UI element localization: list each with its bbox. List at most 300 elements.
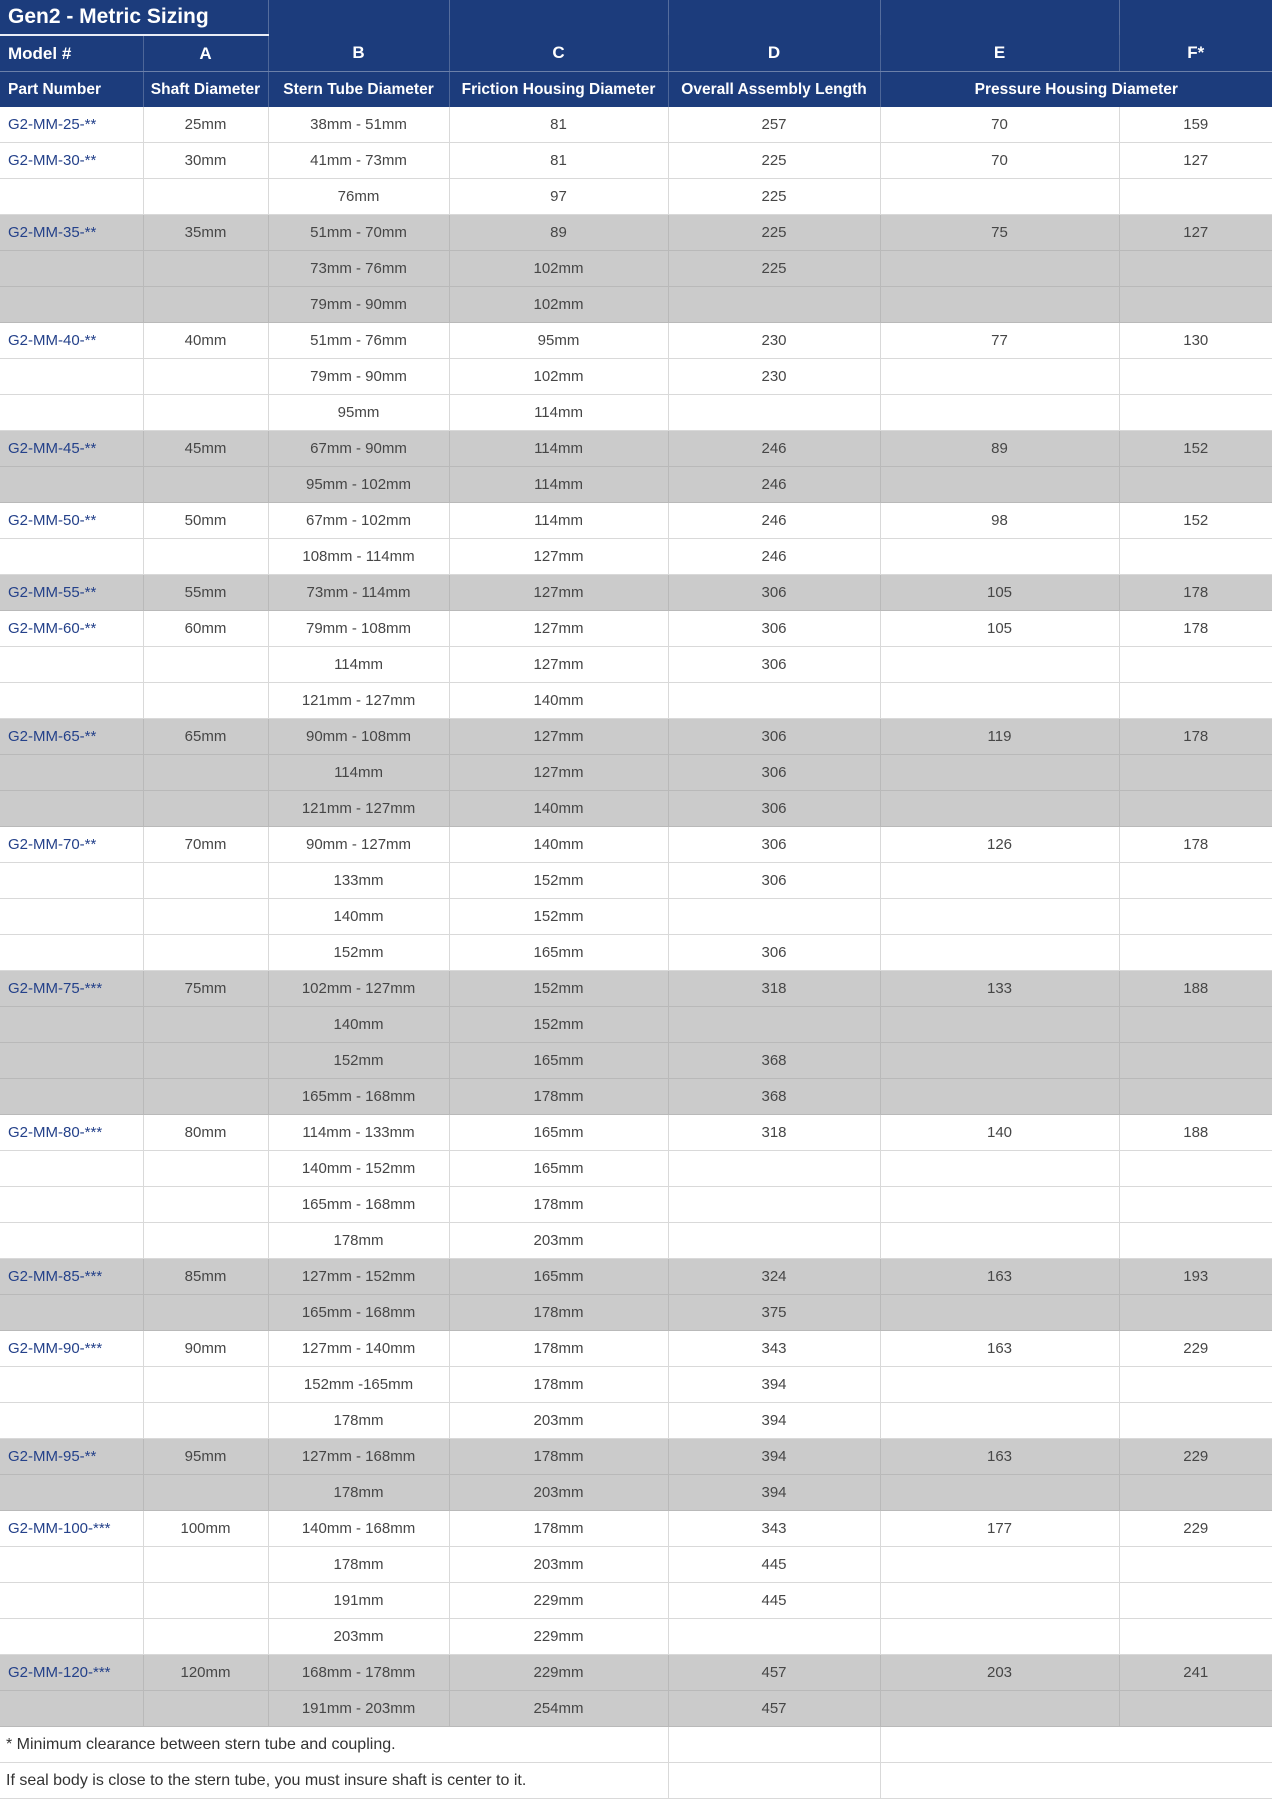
cell-e — [880, 251, 1119, 287]
footnote-spacer-d2 — [668, 1763, 880, 1799]
cell-stern: 51mm - 76mm — [268, 323, 449, 359]
cell-part: G2-MM-95-** — [0, 1439, 143, 1475]
cell-shaft — [143, 1079, 268, 1115]
col-name-pressure-housing-diameter: Pressure Housing Diameter — [880, 72, 1272, 108]
page-title: Gen2 - Metric Sizing — [0, 0, 268, 35]
cell-friction: 178mm — [449, 1295, 668, 1331]
cell-shaft: 100mm — [143, 1511, 268, 1547]
table-row — [0, 1115, 1272, 1151]
table-row — [0, 971, 1272, 1007]
cell-stern: 67mm - 90mm — [268, 431, 449, 467]
cell-friction: 114mm — [449, 395, 668, 431]
cell-shaft: 30mm — [143, 143, 268, 179]
cell-friction: 127mm — [449, 647, 668, 683]
footnote-spacer-ef1 — [880, 1727, 1272, 1763]
cell-f: 152 — [1119, 431, 1272, 467]
cell-part — [0, 683, 143, 719]
cell-f — [1119, 935, 1272, 971]
cell-friction: 165mm — [449, 935, 668, 971]
cell-e: 163 — [880, 1331, 1119, 1367]
cell-stern: 178mm — [268, 1223, 449, 1259]
cell-stern: 168mm - 178mm — [268, 1655, 449, 1691]
cell-friction: 127mm — [449, 539, 668, 575]
cell-part — [0, 1007, 143, 1043]
col-letter-model: Model # — [0, 35, 143, 72]
cell-friction: 203mm — [449, 1403, 668, 1439]
cell-friction: 178mm — [449, 1187, 668, 1223]
cell-f: 229 — [1119, 1439, 1272, 1475]
table-row — [0, 143, 1272, 179]
cell-stern: 76mm — [268, 179, 449, 215]
cell-friction: 114mm — [449, 467, 668, 503]
cell-friction: 165mm — [449, 1151, 668, 1187]
cell-e — [880, 179, 1119, 215]
column-name-row — [0, 72, 1272, 108]
cell-friction: 178mm — [449, 1079, 668, 1115]
cell-overall: 394 — [668, 1367, 880, 1403]
col-letter-f: F* — [1119, 35, 1272, 72]
cell-friction: 203mm — [449, 1223, 668, 1259]
cell-part: G2-MM-35-** — [0, 215, 143, 251]
cell-part — [0, 791, 143, 827]
footnote-spacer-ef2 — [880, 1763, 1272, 1799]
col-letter-e: E — [880, 35, 1119, 72]
table-row — [0, 647, 1272, 683]
cell-overall: 318 — [668, 1115, 880, 1151]
cell-f — [1119, 1187, 1272, 1223]
cell-e: 126 — [880, 827, 1119, 863]
cell-friction: 165mm — [449, 1115, 668, 1151]
cell-overall: 306 — [668, 863, 880, 899]
cell-part — [0, 467, 143, 503]
cell-overall: 375 — [668, 1295, 880, 1331]
cell-overall — [668, 683, 880, 719]
cell-shaft: 85mm — [143, 1259, 268, 1295]
cell-overall: 445 — [668, 1583, 880, 1619]
table-row — [0, 215, 1272, 251]
cell-overall: 306 — [668, 647, 880, 683]
cell-part — [0, 935, 143, 971]
cell-f — [1119, 1547, 1272, 1583]
table-row — [0, 1331, 1272, 1367]
cell-overall — [668, 1619, 880, 1655]
cell-e: 89 — [880, 431, 1119, 467]
cell-shaft — [143, 1583, 268, 1619]
cell-part — [0, 1547, 143, 1583]
cell-shaft: 40mm — [143, 323, 268, 359]
cell-overall: 306 — [668, 827, 880, 863]
cell-e — [880, 1367, 1119, 1403]
cell-friction: 102mm — [449, 359, 668, 395]
cell-friction: 127mm — [449, 575, 668, 611]
cell-stern: 140mm - 152mm — [268, 1151, 449, 1187]
cell-part — [0, 647, 143, 683]
title-spacer-d — [668, 0, 880, 35]
cell-f — [1119, 1295, 1272, 1331]
cell-shaft — [143, 1187, 268, 1223]
cell-overall: 246 — [668, 431, 880, 467]
cell-e: 105 — [880, 611, 1119, 647]
cell-overall: 306 — [668, 755, 880, 791]
cell-part — [0, 1223, 143, 1259]
cell-part: G2-MM-90-*** — [0, 1331, 143, 1367]
cell-overall — [668, 1007, 880, 1043]
table-row — [0, 1187, 1272, 1223]
cell-f — [1119, 1007, 1272, 1043]
title-spacer-e — [880, 0, 1119, 35]
cell-overall: 246 — [668, 503, 880, 539]
cell-shaft — [143, 287, 268, 323]
cell-friction: 140mm — [449, 827, 668, 863]
cell-stern: 178mm — [268, 1403, 449, 1439]
cell-overall: 225 — [668, 179, 880, 215]
cell-part: G2-MM-30-** — [0, 143, 143, 179]
cell-part — [0, 1151, 143, 1187]
cell-part: G2-MM-85-*** — [0, 1259, 143, 1295]
cell-f: 229 — [1119, 1331, 1272, 1367]
table-row — [0, 1007, 1272, 1043]
cell-friction: 165mm — [449, 1259, 668, 1295]
cell-overall: 394 — [668, 1475, 880, 1511]
cell-friction: 152mm — [449, 863, 668, 899]
col-letter-a: A — [143, 35, 268, 72]
table-row — [0, 1043, 1272, 1079]
cell-shaft — [143, 467, 268, 503]
cell-shaft: 90mm — [143, 1331, 268, 1367]
cell-f — [1119, 539, 1272, 575]
cell-part — [0, 287, 143, 323]
cell-friction: 127mm — [449, 719, 668, 755]
cell-part — [0, 359, 143, 395]
cell-shaft: 55mm — [143, 575, 268, 611]
cell-e — [880, 1007, 1119, 1043]
cell-friction: 178mm — [449, 1511, 668, 1547]
cell-shaft — [143, 1367, 268, 1403]
cell-friction: 114mm — [449, 503, 668, 539]
cell-stern: 95mm - 102mm — [268, 467, 449, 503]
cell-friction: 127mm — [449, 611, 668, 647]
footnote-min-clearance: * Minimum clearance between stern tube and coupling. — [0, 1727, 668, 1763]
cell-part — [0, 863, 143, 899]
cell-friction: 229mm — [449, 1619, 668, 1655]
cell-part: G2-MM-50-** — [0, 503, 143, 539]
cell-stern: 127mm - 168mm — [268, 1439, 449, 1475]
cell-f: 127 — [1119, 215, 1272, 251]
table-row — [0, 1475, 1272, 1511]
cell-shaft: 120mm — [143, 1655, 268, 1691]
cell-e — [880, 1079, 1119, 1115]
table-row — [0, 251, 1272, 287]
cell-part — [0, 251, 143, 287]
table-row — [0, 1367, 1272, 1403]
table-row — [0, 1223, 1272, 1259]
cell-f — [1119, 1223, 1272, 1259]
cell-e: 70 — [880, 143, 1119, 179]
cell-stern: 90mm - 127mm — [268, 827, 449, 863]
cell-overall — [668, 1223, 880, 1259]
cell-friction: 140mm — [449, 683, 668, 719]
cell-shaft: 75mm — [143, 971, 268, 1007]
cell-stern: 90mm - 108mm — [268, 719, 449, 755]
cell-shaft — [143, 179, 268, 215]
cell-part — [0, 539, 143, 575]
table-body — [0, 107, 1272, 1727]
cell-stern: 51mm - 70mm — [268, 215, 449, 251]
table-row — [0, 827, 1272, 863]
cell-e — [880, 899, 1119, 935]
cell-e — [880, 755, 1119, 791]
cell-friction: 229mm — [449, 1583, 668, 1619]
table-row — [0, 503, 1272, 539]
cell-f — [1119, 1691, 1272, 1727]
cell-overall: 246 — [668, 467, 880, 503]
cell-overall — [668, 395, 880, 431]
cell-part: G2-MM-120-*** — [0, 1655, 143, 1691]
cell-overall — [668, 287, 880, 323]
cell-friction: 229mm — [449, 1655, 668, 1691]
cell-part — [0, 395, 143, 431]
cell-stern: 178mm — [268, 1547, 449, 1583]
table-row — [0, 719, 1272, 755]
table-row — [0, 359, 1272, 395]
table-row — [0, 611, 1272, 647]
cell-part — [0, 1691, 143, 1727]
cell-shaft — [143, 683, 268, 719]
table-row — [0, 467, 1272, 503]
cell-stern: 79mm - 108mm — [268, 611, 449, 647]
col-name-shaft-diameter: Shaft Diameter — [143, 72, 268, 108]
cell-stern: 102mm - 127mm — [268, 971, 449, 1007]
cell-overall: 225 — [668, 251, 880, 287]
cell-e — [880, 863, 1119, 899]
cell-e — [880, 395, 1119, 431]
cell-e — [880, 683, 1119, 719]
cell-part — [0, 1079, 143, 1115]
cell-part — [0, 1619, 143, 1655]
cell-part — [0, 1295, 143, 1331]
cell-stern: 73mm - 76mm — [268, 251, 449, 287]
cell-friction: 127mm — [449, 755, 668, 791]
cell-part — [0, 1187, 143, 1223]
cell-shaft — [143, 1403, 268, 1439]
col-name-stern-tube-diameter: Stern Tube Diameter — [268, 72, 449, 108]
cell-overall: 394 — [668, 1439, 880, 1475]
cell-part: G2-MM-75-*** — [0, 971, 143, 1007]
cell-shaft — [143, 1547, 268, 1583]
footnote-row — [0, 1763, 1272, 1799]
cell-stern: 152mm — [268, 1043, 449, 1079]
cell-stern: 191mm - 203mm — [268, 1691, 449, 1727]
cell-shaft: 65mm — [143, 719, 268, 755]
cell-e — [880, 935, 1119, 971]
cell-overall: 246 — [668, 539, 880, 575]
cell-friction: 102mm — [449, 251, 668, 287]
cell-overall: 230 — [668, 323, 880, 359]
cell-e: 98 — [880, 503, 1119, 539]
cell-e — [880, 1151, 1119, 1187]
cell-shaft — [143, 1223, 268, 1259]
table-row — [0, 935, 1272, 971]
cell-e: 75 — [880, 215, 1119, 251]
table-row — [0, 1619, 1272, 1655]
cell-friction: 178mm — [449, 1331, 668, 1367]
table-row — [0, 287, 1272, 323]
cell-e: 133 — [880, 971, 1119, 1007]
cell-friction: 165mm — [449, 1043, 668, 1079]
cell-part: G2-MM-80-*** — [0, 1115, 143, 1151]
cell-f: 188 — [1119, 1115, 1272, 1151]
cell-f: 229 — [1119, 1511, 1272, 1547]
cell-friction: 254mm — [449, 1691, 668, 1727]
cell-friction: 203mm — [449, 1475, 668, 1511]
cell-shaft — [143, 1007, 268, 1043]
cell-overall: 257 — [668, 107, 880, 143]
cell-friction: 89 — [449, 215, 668, 251]
cell-overall: 306 — [668, 935, 880, 971]
cell-e: 163 — [880, 1439, 1119, 1475]
cell-shaft — [143, 395, 268, 431]
table-row — [0, 431, 1272, 467]
table-row — [0, 1511, 1272, 1547]
cell-shaft: 45mm — [143, 431, 268, 467]
table-row — [0, 899, 1272, 935]
cell-f — [1119, 287, 1272, 323]
cell-friction: 114mm — [449, 431, 668, 467]
cell-part: G2-MM-40-** — [0, 323, 143, 359]
cell-part: G2-MM-100-*** — [0, 1511, 143, 1547]
cell-e — [880, 1547, 1119, 1583]
cell-f: 130 — [1119, 323, 1272, 359]
cell-f — [1119, 467, 1272, 503]
cell-f — [1119, 1619, 1272, 1655]
cell-stern: 67mm - 102mm — [268, 503, 449, 539]
cell-f — [1119, 791, 1272, 827]
cell-overall: 457 — [668, 1655, 880, 1691]
cell-shaft — [143, 1619, 268, 1655]
cell-shaft — [143, 791, 268, 827]
cell-stern: 38mm - 51mm — [268, 107, 449, 143]
table-row — [0, 539, 1272, 575]
table-row — [0, 1439, 1272, 1475]
cell-overall: 306 — [668, 575, 880, 611]
cell-f: 152 — [1119, 503, 1272, 539]
cell-f — [1119, 683, 1272, 719]
cell-shaft — [143, 359, 268, 395]
cell-f: 178 — [1119, 719, 1272, 755]
cell-f: 159 — [1119, 107, 1272, 143]
cell-part: G2-MM-25-** — [0, 107, 143, 143]
table-row — [0, 1691, 1272, 1727]
cell-overall: 343 — [668, 1331, 880, 1367]
cell-stern: 165mm - 168mm — [268, 1295, 449, 1331]
cell-stern: 203mm — [268, 1619, 449, 1655]
cell-stern: 152mm -165mm — [268, 1367, 449, 1403]
cell-f — [1119, 1475, 1272, 1511]
cell-part: G2-MM-70-** — [0, 827, 143, 863]
cell-f — [1119, 863, 1272, 899]
cell-stern: 114mm - 133mm — [268, 1115, 449, 1151]
cell-overall: 318 — [668, 971, 880, 1007]
cell-part — [0, 899, 143, 935]
cell-part — [0, 1043, 143, 1079]
cell-friction: 152mm — [449, 899, 668, 935]
table-row — [0, 395, 1272, 431]
cell-friction: 81 — [449, 107, 668, 143]
cell-stern: 127mm - 152mm — [268, 1259, 449, 1295]
title-spacer-c — [449, 0, 668, 35]
cell-e — [880, 287, 1119, 323]
cell-shaft — [143, 1691, 268, 1727]
cell-f — [1119, 1403, 1272, 1439]
cell-stern: 140mm - 168mm — [268, 1511, 449, 1547]
cell-stern: 121mm - 127mm — [268, 683, 449, 719]
table-row — [0, 1403, 1272, 1439]
cell-friction: 178mm — [449, 1367, 668, 1403]
cell-stern: 178mm — [268, 1475, 449, 1511]
cell-shaft — [143, 1295, 268, 1331]
cell-shaft — [143, 899, 268, 935]
table-row — [0, 179, 1272, 215]
col-letter-b: B — [268, 35, 449, 72]
cell-e — [880, 467, 1119, 503]
cell-f — [1119, 1079, 1272, 1115]
table-row — [0, 1151, 1272, 1187]
cell-friction: 95mm — [449, 323, 668, 359]
cell-e: 203 — [880, 1655, 1119, 1691]
cell-f: 178 — [1119, 827, 1272, 863]
cell-overall — [668, 1187, 880, 1223]
cell-shaft: 25mm — [143, 107, 268, 143]
cell-stern: 79mm - 90mm — [268, 359, 449, 395]
footnote-seal-body: If seal body is close to the stern tube, you must insure shaft is center to it. — [0, 1763, 668, 1799]
cell-f: 241 — [1119, 1655, 1272, 1691]
cell-friction: 152mm — [449, 1007, 668, 1043]
cell-stern: 127mm - 140mm — [268, 1331, 449, 1367]
cell-stern: 95mm — [268, 395, 449, 431]
title-row — [0, 0, 1272, 35]
cell-f: 188 — [1119, 971, 1272, 1007]
cell-e — [880, 1403, 1119, 1439]
cell-overall — [668, 1151, 880, 1187]
cell-f — [1119, 1151, 1272, 1187]
table-row — [0, 683, 1272, 719]
cell-part — [0, 1475, 143, 1511]
cell-f: 178 — [1119, 611, 1272, 647]
cell-part: G2-MM-65-** — [0, 719, 143, 755]
cell-e — [880, 1295, 1119, 1331]
table-row — [0, 323, 1272, 359]
cell-shaft — [143, 935, 268, 971]
table-row — [0, 1655, 1272, 1691]
cell-e: 163 — [880, 1259, 1119, 1295]
cell-shaft — [143, 1475, 268, 1511]
cell-f — [1119, 1583, 1272, 1619]
cell-shaft: 50mm — [143, 503, 268, 539]
cell-stern: 191mm — [268, 1583, 449, 1619]
cell-shaft: 60mm — [143, 611, 268, 647]
cell-f — [1119, 1043, 1272, 1079]
cell-part — [0, 1403, 143, 1439]
cell-overall: 394 — [668, 1403, 880, 1439]
cell-shaft — [143, 1151, 268, 1187]
cell-e — [880, 539, 1119, 575]
cell-friction: 140mm — [449, 791, 668, 827]
cell-shaft — [143, 251, 268, 287]
cell-e: 177 — [880, 1511, 1119, 1547]
cell-shaft — [143, 539, 268, 575]
cell-friction: 203mm — [449, 1547, 668, 1583]
cell-friction: 81 — [449, 143, 668, 179]
